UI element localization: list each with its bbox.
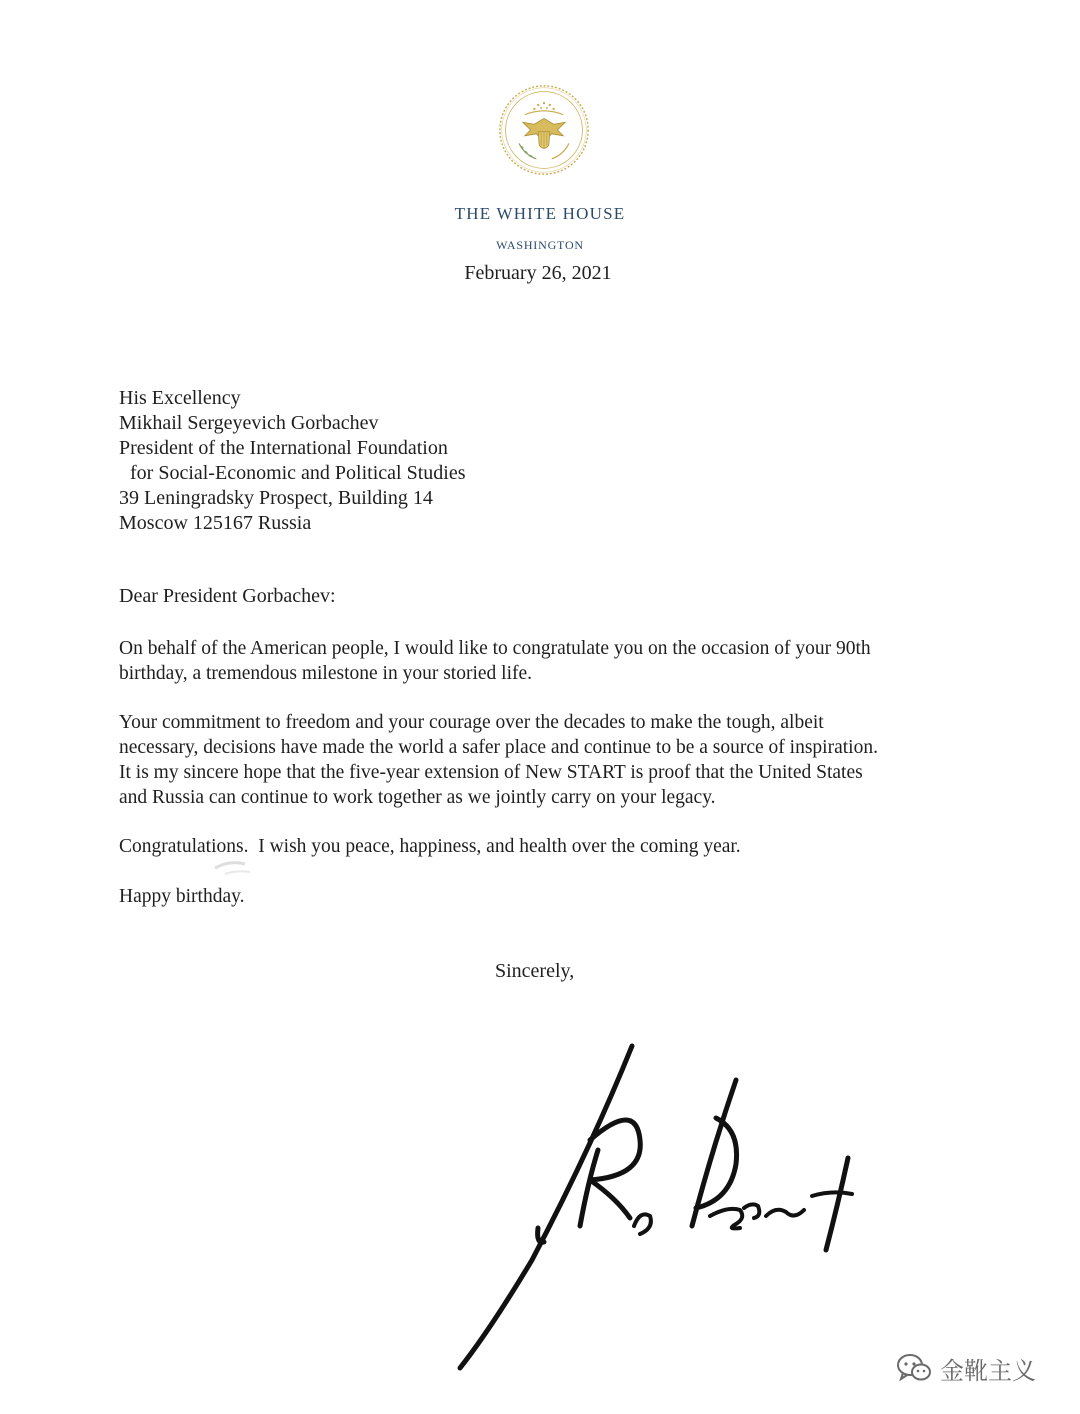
presidential-seal-icon xyxy=(496,82,592,178)
ink-smudge xyxy=(205,838,265,878)
address-line: Moscow 125167 Russia xyxy=(119,512,312,534)
paragraph-line: and Russia can continue to work together as we jointly carry on your legacy. xyxy=(119,787,716,808)
letterhead-title: THE WHITE HOUSE xyxy=(454,204,626,223)
watermark-text: 金靴主义 xyxy=(940,1356,1036,1385)
paragraph-line: necessary, decisions have made the world a safer place and continue to be a source of inspiration. xyxy=(119,737,878,758)
salutation: Dear President Gorbachev: xyxy=(119,585,336,607)
paragraph-line: Happy birthday. xyxy=(119,886,245,907)
watermark xyxy=(896,1348,1036,1388)
letter-date: February 26, 2021 xyxy=(464,262,612,284)
paragraph-line: birthday, a tremendous milestone in your storied life. xyxy=(119,663,533,684)
closing: Sincerely, xyxy=(495,960,575,982)
paragraph-line: Your commitment to freedom and your courage over the decades to make the tough, albeit xyxy=(119,712,824,733)
address-line: His Excellency xyxy=(119,387,241,409)
address-line: for Social-Economic and Political Studies xyxy=(130,462,466,484)
paragraph-line: It is my sincere hope that the five-year extension of New START is proof that the United States xyxy=(119,762,863,783)
body-paragraph-4 xyxy=(119,884,979,909)
address-line: Mikhail Sergeyevich Gorbachev xyxy=(119,412,379,434)
wechat-icon xyxy=(896,1353,932,1383)
body-paragraph-2 xyxy=(119,710,979,810)
letterhead-subtitle: WASHINGTON xyxy=(496,238,584,252)
signature xyxy=(440,1030,880,1380)
address-line: President of the International Foundation xyxy=(119,437,448,459)
body-paragraph-1 xyxy=(119,636,979,686)
address-line: 39 Leningradsky Prospect, Building 14 xyxy=(119,487,433,509)
paragraph-line: Congratulations. I wish you peace, happiness, and health over the coming year. xyxy=(119,836,741,857)
paragraph-line: On behalf of the American people, I would like to congratulate you on the occasion of your 90th xyxy=(119,638,871,659)
recipient-address xyxy=(119,386,466,536)
